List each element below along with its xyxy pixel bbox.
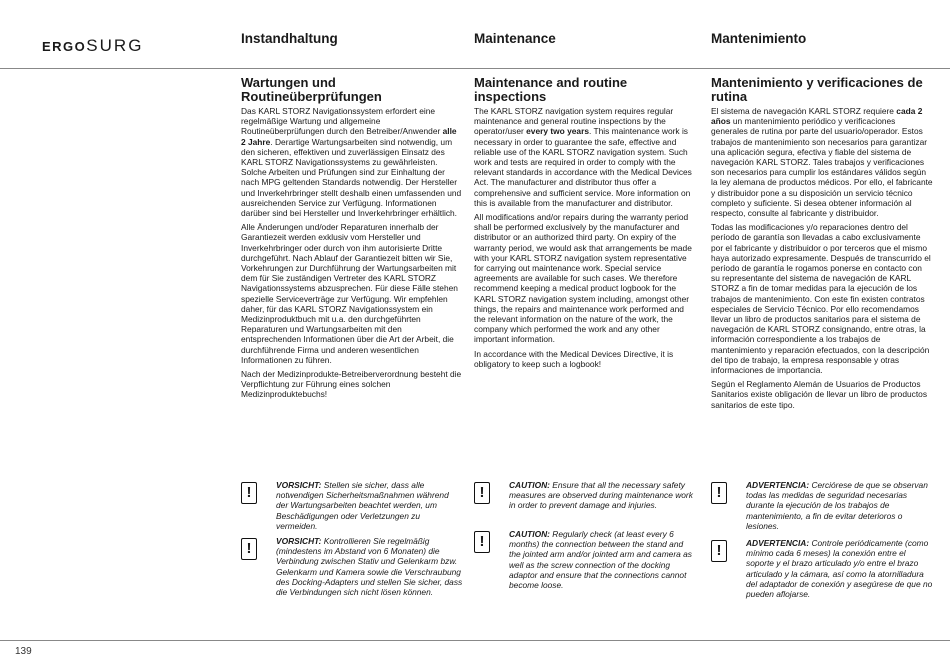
footer-divider	[0, 640, 950, 641]
paragraph-1: El sistema de navegación KARL STORZ requiere cada 2 años un mantenimiento periódico y verificaciones generales de rutina por parte del usuario/operador. Estos trabajos de mantenimiento son necesarios para garantizar una aplicación segura, efectiva y fiable del sistema de navegación KARL STORZ. Tales trabajos y verificaciones son necesarios para cumplir los estándares válidos según la ley alemana de productos médicos. Por ello, el fabricante y distribuidor pone a su disposición un servicio técnico completo y suficiente. Si desea obtener información al respecto, consulte al fabricante y distribuidor.	[711, 106, 933, 219]
warning-text: ADVERTENCIA: Controle periódicamente (como mínimo cada 6 meses) la conexión entre el soporte y el brazo articulado y/o entre el brazo articulado y la cámara, así como la atornilladura del adaptador de conexión y asegúrese de que no pueden aflojarse.	[746, 538, 933, 600]
header-divider	[0, 68, 950, 69]
paragraph-3: Según el Reglamento Alemán de Usuarios de Productos Sanitarios existe obligación de llevar un libro de productos sanitarios de este tipo.	[711, 379, 928, 410]
warning-text: CAUTION: Regularly check (at least every 6 months) the connection between the stand and the jointed arm and/or jointed arm and camera as well as the screw connection of the docking adaptor and ensure that the connections cannot become loose.	[509, 529, 692, 591]
column-header-german: Instandhaltung	[241, 31, 338, 46]
ergosurg-logo	[42, 36, 143, 56]
section-title: Mantenimiento y verificaciones de rutina	[711, 75, 923, 104]
column-header-english: Maintenance	[474, 31, 556, 46]
column-header-spanish: Mantenimiento	[711, 31, 807, 46]
column-spanish	[711, 76, 933, 414]
paragraph-2: All modifications and/or repairs during the warranty period shall be performed exclusively by the manufacturer and distributor or an authorized third party. On expiry of the warranty period, we would ask that arrangements be made with your KARL STORZ navigation system representative for carrying out maintenance work. Special service agreements are available for such cases. We therefore recommend keeping a medical product logbook for the KARL STORZ navigation system including, amongst other things, the repairs and maintenance work performed and the relevant information on the nature of the work, the company which performed the work and any other important information.	[474, 212, 692, 345]
paragraph-1: The KARL STORZ navigation system requires regular maintenance and general routine inspections by the operator/user every two years. This maintenance work is necessary in order to guarantee the safe, effective and reliable use of the KARL STORZ navigation system. Such work and tests are required in order to comply with the relevant standards in accordance with the Medical Devices Act. The manufacturer and distributor thus offer a comprehensive and sufficient service. More information on this is available from the manufacturer and distributor.	[474, 106, 692, 208]
warning-block	[474, 529, 696, 590]
warning-text: CAUTION: Ensure that all the necessary safety measures are observed during maintenance work in order to prevent damage and injuries.	[509, 480, 693, 511]
warning-block	[241, 480, 463, 531]
warning-block	[711, 538, 933, 599]
warning-block	[711, 480, 933, 531]
interval-emphasis: cada 2 años	[711, 106, 923, 127]
exclamation-box-icon: !	[474, 531, 490, 553]
logo-part-ergo: ERGO	[42, 39, 87, 54]
paragraph-1: Das KARL STORZ Navigationssystem erfordert eine regelmäßige Wartung und allgemeine Routineüberprüfungen durch den Betreiber/Anwender alle 2 Jahre. Derartige Wartungsarbeiten sind notwendig, um den sicheren, effektiven und zuverlässigen Einsatz des KARL STORZ Navigationssystems zu gewährleisten. Solche Arbeiten und Prüfungen sind zur Einhaltung der nach MPG geltenden Standards notwendig. Der Hersteller und Inverkehrbringer stellt deshalb einen umfassenden und ausreichenden Service zur Verfügung. Informationen darüber sind bei Hersteller und Inverkehrbringer erhältlich.	[241, 106, 462, 219]
interval-emphasis: every two years	[526, 126, 589, 137]
exclamation-box-icon: !	[241, 482, 257, 504]
warning-block	[474, 480, 696, 511]
paragraph-2: Alle Änderungen und/oder Reparaturen innerhalb der Garantiezeit werden exklusiv vom Hersteller und Inverkehrbringer oder durch von ihm autorisierte Dritte durchgeführt. Nach Ablauf der Garantiezeit bitten wir Sie, Vorkehrungen zur Durchführung der Wartungsarbeiten mit dem für Sie zuständigen Vertreter des KARL STORZ Navigationssystems abzusprechen. Für diese Fälle stehen spezielle Serviceverträge zur Verfügung. Wir empfehlen daher, für das KARL STORZ Navigationssystem ein Medizinproduktbuch mit u.a. den durchgeführten Reparaturen und Wartungsarbeiten mit den entsprechenden Informationen über die Art der Arbeit, die durchführende Firma und anderen wesentlichen Informationen zu führen.	[241, 222, 458, 365]
interval-emphasis: alle 2 Jahre	[241, 126, 457, 147]
column-german	[241, 76, 463, 404]
page-header	[0, 0, 950, 70]
exclamation-box-icon: !	[241, 538, 257, 560]
paragraph-2: Todas las modificaciones y/o reparaciones dentro del período de garantía son llevadas a cabo exclusivamente por el fabricante y distribuidor o por terceros que el mismo haya autorizado expresamente. Después de transcurrido el período de garantía le rogamos ponerse en contacto con su representante del sistema de navegación de KARL STORZ a fin de tomar medidas para la ejecución de los trabajos de mantenimiento. Con este fin existen contratos especiales de Servicio Técnico. Por ello recomendamos llevar un libro de productos sanitarios para el sistema de navegación de KARL STORZ consignando, entre otras, la información correspondiente a los trabajos de mantenimiento y reparación efectuados, con la descripción del tipo de trabajo, la empresa responsable y otras informaciones de importancia.	[711, 222, 931, 376]
warning-text: ADVERTENCIA: Cerciórese de que se observan todas las medidas de seguridad necesarias durante la ejecución de los trabajos de mantenimiento, a fin de evitar deterioros o lesiones.	[746, 480, 928, 531]
section-title: Maintenance and routine inspections	[474, 75, 628, 104]
paragraph-3: In accordance with the Medical Devices Directive, it is obligatory to keep such a logbook!	[474, 348, 674, 369]
exclamation-box-icon: !	[474, 482, 490, 504]
warning-text: VORSICHT: Stellen sie sicher, dass alle notwendigen Sicherheitsmaßnahmen während der Wartungsarbeiten beachtet werden, um Beschädigungen oder Verletzungen zu vermeiden.	[276, 480, 449, 531]
section-title: Wartungen und Routineüberprüfungen	[241, 75, 382, 104]
exclamation-box-icon: !	[711, 540, 727, 562]
paragraph-3: Nach der Medizinprodukte-Betreiberverordnung besteht die Verpflichtung zur Führung eines solchen Medizinproduktebuchs!	[241, 369, 462, 400]
column-english	[474, 76, 696, 373]
warning-text: VORSICHT: Kontrollieren Sie regelmäßig (mindestens im Abstand von 6 Monaten) die Verbindung zwischen Stativ und Gelenkarm bzw. Gelenkarm und Kamera sowie die Verschraubung des Docking-Adapters und stellen Sie sicher, dass die Verbindungen sich nicht lösen können.	[276, 536, 463, 598]
logo-part-surg: SURG	[86, 36, 144, 55]
warning-block	[241, 536, 463, 597]
page-number: 139	[15, 646, 32, 657]
exclamation-box-icon: !	[711, 482, 727, 504]
